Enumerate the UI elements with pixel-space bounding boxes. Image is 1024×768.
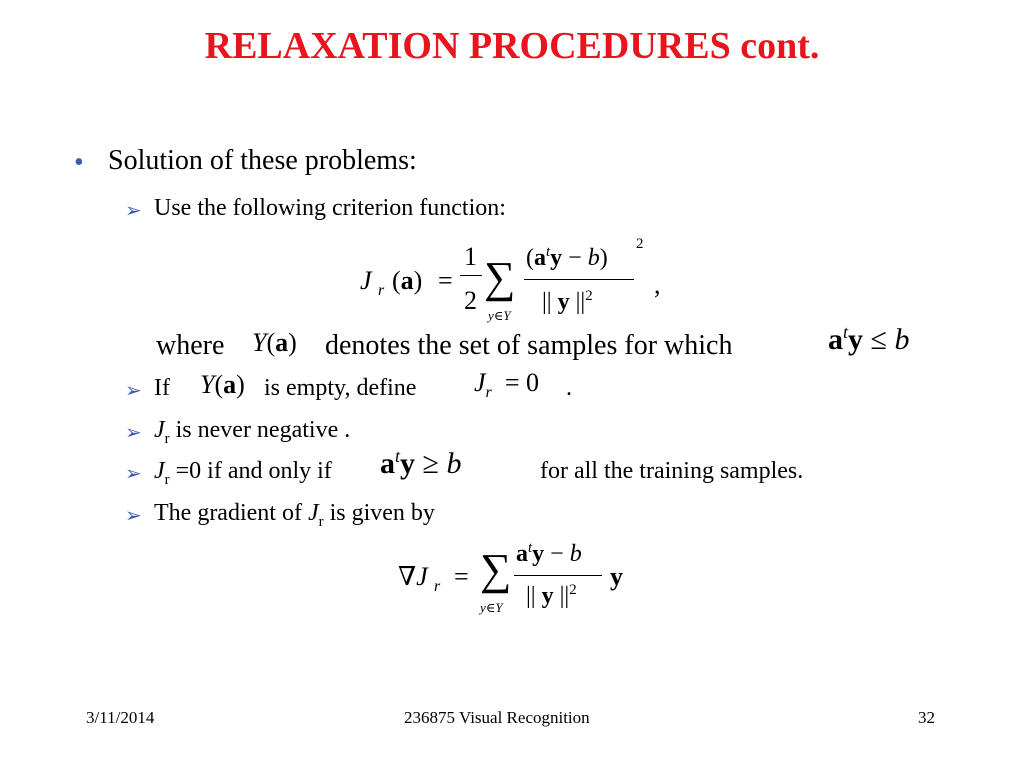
Ya-symbol: Y(a) <box>252 328 297 357</box>
footer-page-number: 32 <box>918 708 935 727</box>
sub-item-2-if: If <box>154 375 170 401</box>
arrow-bullet-icon: ➢ <box>125 422 142 444</box>
footer-date: 3/11/2014 <box>86 708 155 727</box>
nabla-subscript: r <box>434 578 441 595</box>
gradient-fraction-bar <box>514 575 602 576</box>
y-vector: y <box>610 562 623 591</box>
gradient-numerator: $a^ty - b$ <box>516 540 582 567</box>
criterion-formula <box>360 236 680 331</box>
jr-zero: $J_r = 0$ <box>474 368 539 402</box>
Ya-symbol: Y(a) <box>200 370 245 399</box>
fraction-bar <box>524 279 634 280</box>
sub-item-4-end: for all the training samples. <box>540 458 804 484</box>
bullet-dot: • <box>74 147 84 178</box>
sub-item-2-end: . <box>566 375 572 401</box>
footer-course: 236875 Visual Recognition <box>404 708 590 727</box>
sum-index: y∈Y <box>480 600 503 615</box>
where-text: denotes the set of samples for which <box>325 330 733 361</box>
jr-symbol: J <box>360 266 372 295</box>
fraction-numerator: $(a^ty - b)$ <box>526 244 608 271</box>
sum-symbol: ∑ <box>484 253 516 302</box>
condition-le: $a^ty \le b$ <box>828 322 910 356</box>
sub-item-5: The gradient of $J_r$ is given by <box>154 500 435 530</box>
slide-title: RELAXATION PROCEDURES cont. <box>204 25 820 67</box>
sub-item-4: $J_r =0$ if and only if <box>154 458 332 488</box>
arrow-bullet-icon: ➢ <box>125 505 142 527</box>
a-argument: (a) <box>392 266 423 295</box>
half-denominator: 2 <box>464 286 477 315</box>
arrow-bullet-icon: ➢ <box>125 463 142 485</box>
fraction-denominator: || y $||^2$ <box>542 288 593 315</box>
comma: , <box>654 270 661 299</box>
condition-ge: $a^ty \ge b$ <box>380 446 462 480</box>
outer-square: 2 <box>636 236 644 252</box>
arrow-bullet-icon: ➢ <box>125 380 142 402</box>
bullet-text: Solution of these problems: <box>108 145 417 176</box>
gradient-denominator: || y $||^2$ <box>526 582 577 609</box>
gradient-formula <box>398 538 638 628</box>
nabla-jr: ∇J <box>398 562 428 591</box>
equals-sign: = <box>438 266 453 295</box>
sum-index: y∈Y <box>488 308 511 323</box>
half-fraction-bar <box>460 275 482 276</box>
jr-subscript: r <box>378 282 385 299</box>
sub-item-2-text: is empty, define <box>264 375 417 401</box>
sub-item-1: Use the following criterion function: <box>154 195 506 221</box>
equals-sign: = <box>454 562 469 591</box>
half-numerator: 1 <box>464 242 477 271</box>
sum-symbol: ∑ <box>480 545 512 594</box>
arrow-bullet-icon: ➢ <box>125 200 142 222</box>
sub-item-3: $J_r$ is never negative . <box>154 417 351 447</box>
where-word: where <box>156 330 225 361</box>
